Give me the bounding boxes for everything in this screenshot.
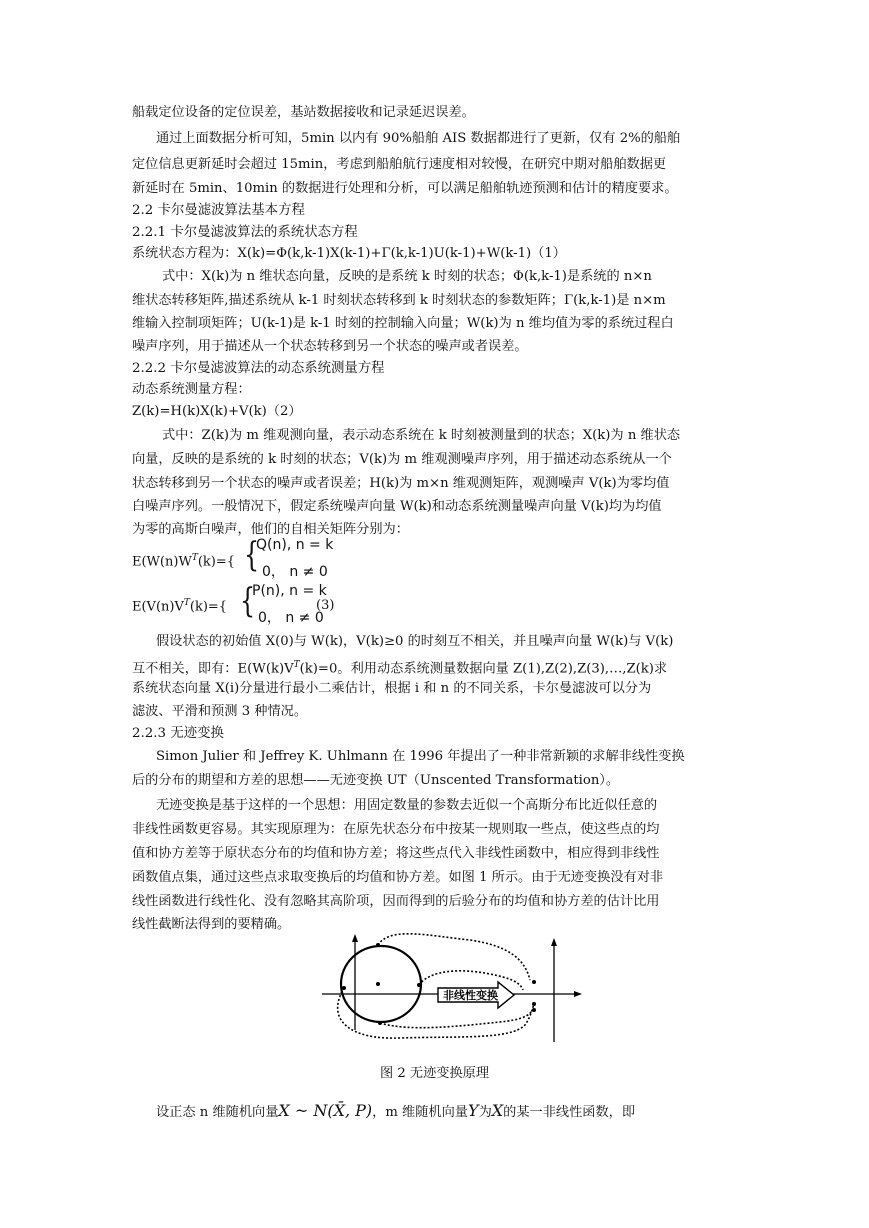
paragraph-line: 船载定位设备的定位误差，基站数据接收和记录延迟误差。	[132, 105, 475, 120]
subsection-heading: 2.2.2 卡尔曼滤波算法的动态系统测量方程	[132, 361, 385, 376]
transform-curve	[419, 971, 523, 990]
paragraph-line: 式中：X(k)为 n 维状态向量，反映的是系统 k 时刻的状态；Φ(k,k-1)是系统的 n×n	[162, 269, 652, 284]
paragraph-line: 新延时在 5min、10min 的数据进行处理和分析，可以满足船舶轨迹预测和估计的精度要求。	[132, 181, 678, 196]
paragraph-line: Simon Julier 和 Jeffrey K. Uhlmann 在 1996 年提出了一种非常新颖的求解非线性变换	[156, 749, 685, 764]
transformed-point	[532, 980, 536, 984]
equation-label: 动态系统测量方程：	[132, 382, 251, 397]
paragraph-line: 向量，反映的是系统的 k 时刻的状态；V(k)为 m 维观测噪声序列，用于描述动态系统从一个	[132, 452, 672, 467]
transformed-point	[532, 1002, 536, 1006]
paragraph-line: 通过上面数据分析可知，5min 以内有 90%船舶 AIS 数据都进行了更新，仅有 2%的船舶	[156, 131, 681, 146]
unscented-transform-figure	[320, 930, 585, 1050]
nonlinear-transform-label: 非线性变换	[443, 989, 498, 1002]
equation-3-w-lhs: $E(W(n)W^T(k)=${	[132, 553, 236, 570]
paragraph-line: 设正态 n 维随机向量X ~ N(X̄, P)，m 维随机向量Y为X的某一非线性函数，即	[156, 1101, 636, 1120]
equation-2: Z(k)=H(k)X(k)+V(k)（2）	[132, 404, 302, 419]
transformed-point	[532, 1008, 536, 1012]
paragraph-line: 状态转移到另一个状态的噪声或者误差；H(k)为 m×n 维观测矩阵，观测噪声 V(k)为零均值	[132, 476, 670, 491]
paragraph-line: 系统状态向量 X(i)分量进行最小二乘估计，根据 i 和 n 的不同关系，卡尔曼滤波可以分为	[132, 681, 652, 696]
section-heading: 2.2 卡尔曼滤波算法基本方程	[132, 203, 305, 218]
paragraph-line: 互不相关，即有：$E(W(k)V^T(k)=0$。利用动态系统测量数据向量 Z(1),Z(2),Z(3),…,Z(k)求	[132, 660, 668, 677]
transform-curve	[378, 934, 530, 980]
equation-1: 系统状态方程为：X(k)=Φ(k,k-1)X(k-1)+Γ(k,k-1)U(k-1)+W(k-1)（1）	[132, 246, 566, 261]
paragraph-line: 无迹变换是基于这样的一个思想：用固定数量的参数去近似一个高斯分布比近似任意的	[156, 798, 658, 813]
figure-caption: 图 2 无迹变换原理	[379, 1066, 490, 1081]
equation-3-v-case-1: P(n), n = k	[252, 583, 327, 599]
paragraph-line: 式中：Z(k)为 m 维观测向量，表示动态系统在 k 时刻被测量到的状态；X(k)为 n 维状态	[162, 428, 681, 443]
transform-curve	[380, 1010, 532, 1028]
paragraph-line: 维状态转移矩阵,描述系统从 k-1 时刻状态转移到 k 时刻状态的参数矩阵；Γ(k,k-1)是 n×m	[132, 293, 666, 308]
equation-3-v-case-2: 0， n ≠ 0	[258, 610, 324, 626]
paragraph-line: 值和协方差等于原状态分布的均值和协方差；将这些点代入非线性函数中，相应得到非线性	[132, 846, 660, 861]
document-page: 船载定位设备的定位误差，基站数据接收和记录延迟误差。 通过上面数据分析可知，5min 以内有 90%船舶 AIS 数据都进行了更新，仅有 2%的船舶 定位信息更新延时会超过 15min，考虑到船舶航行速度相对较慢，在研究中期对船舶数据更 新延时在 5min、10min 的数据进行处理和分析，可以满足船舶轨迹预测和估计的精度要求。 2.2 卡尔曼滤波算法基本方程 2.2.1 卡尔曼滤波算法的系统状态方程 系统状态方程为：X(k)=Φ(k,k-1)X(k-1)+Γ(k,k-1)U(k-1)+W(k-1)（1） 式中：X(k)为 n 维状态向量，反映的是系统 k 时刻的状态；Φ(k,k-1)是系统的 n×n 维状态转移矩阵,描述系统从 k-1 时刻状态转移到 k 时刻状态的参数矩阵；Γ(k,k-1)是 n×m 维输入控制项矩阵；U(k-1)是 k-1 时刻的控制输入向量；W(k)为 n 维均值为零的系统过程白 噪声序列，用于描述从一个状态转移到另一个状态的噪声或者误差。 2.2.2 卡尔曼滤波算法的动态系统测量方程 动态系统测量方程： Z(k)=H(k)X(k)+V(k)（2） 式中：Z(k)为 m 维观测向量，表示动态系统在 k 时刻被测量到的状态；X(k)为 n 维状态 向量，反映的是系统的 k 时刻的状态；V(k)为 m 维观测噪声序列，用于描述动态系统从一个 状态转移到另一个状态的噪声或者误差；H(k)为 m×n 维观测矩阵，观测噪声 V(k)为零均值 白噪声序列。一般情况下，假定系统噪声向量 W(k)和动态系统测量噪声向量 V(k)均为均值 为零的高斯白噪声，他们的自相关矩阵分别为： $E(W(n)W^T(k)=${ { Q(n), n = k 0， n ≠ 0 $E(V(n)V^T(k)=${ { P(n), n = k 0， n ≠ 0 (3) 假设状态的初始值 X(0)与 W(k)，V(k)≥0 的时刻互不相关，并且噪声向量 W(k)与 V(k) 互不相关，即有：$E(W(k)V^T(k)=0$。利用动态系统测量数据向量 Z(1),Z(2),Z(3),…,Z(k)求 系统状态向量 X(i)分量进行最小二乘估计，根据 i 和 n 的不同关系，卡尔曼滤波可以分为 滤波、平滑和预测 3 种情况。 2.2.3 无迹变换 Simon Julier 和 Jeffrey K. Uhlmann 在 1996 年提出了一种非常新颖的求解非线性变换 后的分布的期望和方差的思想——无迹变换 UT（Unscented Transformation）。 无迹变换是基于这样的一个思想：用固定数量的参数去近似一个高斯分布比近似任意的 非线性函数更容易。其实现原理为：在原先状态分布中按某一规则取一些点，使这些点的均 值和协方差等于原状态分布的均值和协方差；将这些点代入非线性函数中，相应得到非线性 函数值点集，通过这些点求取变换后的均值和协方差。如图 1 所示。由于无迹变换没有对非 线性函数进行线性化、没有忽略其高阶项，因而得到的后验分布的均值和协方差的估计比用 线性截断法得到的要精确。 非线性变换 图 2 无迹变换原理 设正态 n 维随机向量X ~ N(X̄, P)，m 维随机向量Y为X的某一非线性函数，即	[0, 0, 869, 1228]
paragraph-line: 维输入控制项矩阵；U(k-1)是 k-1 时刻的控制输入向量；W(k)为 n 维均值为零的系统过程白	[132, 316, 674, 331]
paragraph-line: 后的分布的期望和方差的思想——无迹变换 UT（Unscented Transformation）。	[132, 773, 620, 788]
paragraph-line: 白噪声序列。一般情况下，假定系统噪声向量 W(k)和动态系统测量噪声向量 V(k)均为均值	[132, 499, 662, 514]
equation-3-v-lhs: $E(V(n)V^T(k)=${	[132, 598, 228, 615]
paragraph-line: 滤波、平滑和预测 3 种情况。	[132, 704, 308, 719]
x-axis-arrow	[574, 991, 582, 997]
paragraph-line: 定位信息更新延时会超过 15min，考虑到船舶航行速度相对较慢，在研究中期对船舶数据更	[132, 157, 667, 172]
equation-3-w-case-2: 0， n ≠ 0	[262, 564, 328, 580]
paragraph-line: 为零的高斯白噪声，他们的自相关矩阵分别为：	[132, 522, 409, 537]
sigma-point	[376, 982, 380, 986]
paragraph-line: 线性函数进行线性化、没有忽略其高阶项，因而得到的后验分布的均值和协方差的估计比用	[132, 894, 660, 909]
equation-3-number: (3)	[316, 598, 335, 613]
paragraph-line: 非线性函数更容易。其实现原理为：在原先状态分布中按某一规则取一些点，使这些点的均	[132, 822, 660, 837]
paragraph-line: 函数值点集，通过这些点求取变换后的均值和协方差。如图 1 所示。由于无迹变换没有对非	[132, 870, 664, 885]
right-y-axis-arrow	[551, 938, 557, 946]
left-y-axis-arrow	[352, 934, 358, 942]
gaussian-ellipse	[341, 946, 421, 1022]
paragraph-line: 噪声序列，用于描述从一个状态转移到另一个状态的噪声或者误差。	[132, 339, 528, 354]
paragraph-line: 假设状态的初始值 X(0)与 W(k)，V(k)≥0 的时刻互不相关，并且噪声向量 W(k)与 V(k)	[156, 634, 674, 649]
subsection-heading: 2.2.3 无迹变换	[132, 726, 224, 741]
subsection-heading: 2.2.1 卡尔曼滤波算法的系统状态方程	[132, 225, 358, 240]
equation-3-w-case-1: Q(n), n = k	[256, 537, 334, 553]
paragraph-line: 线性截断法得到的要精确。	[132, 917, 291, 932]
